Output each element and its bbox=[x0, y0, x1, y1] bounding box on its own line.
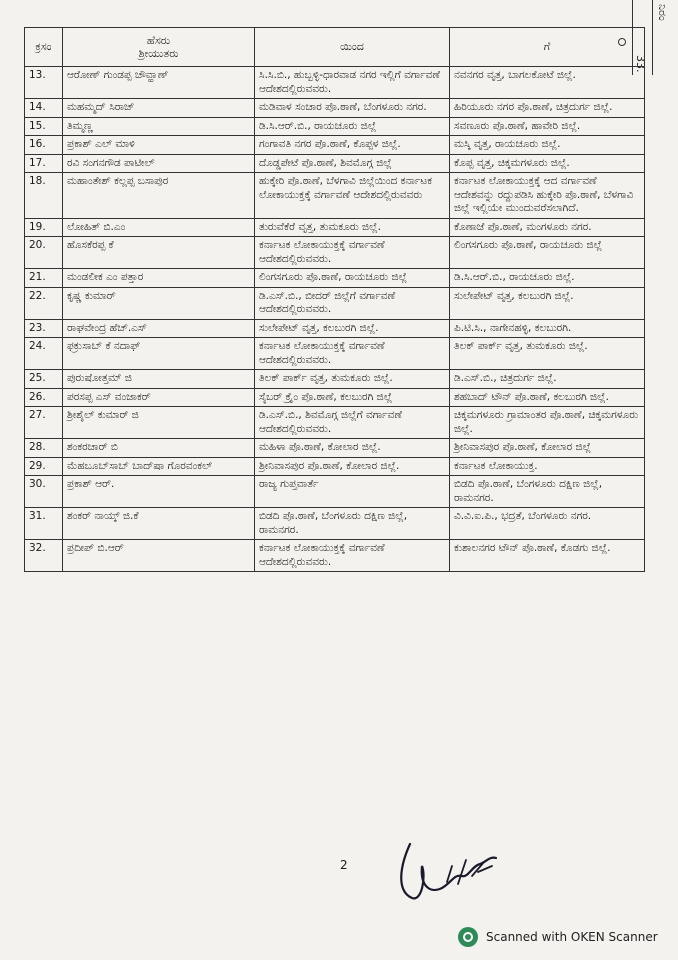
row-to: ಡಿ.ಎಸ್.ಬಿ., ಚಿತ್ರದುರ್ಗ ಜಿಲ್ಲೆ. bbox=[450, 370, 645, 389]
row-to: ಚಿಕ್ಕಮಗಳೂರು ಗ್ರಾಮಾಂತರ ಪೊ.ಠಾಣೆ, ಚಿಕ್ಕಮಗಳೂರು ಜಿಲ್ಲೆ. bbox=[450, 407, 645, 439]
row-to: ಕುಶಾಲನಗರ ಟೌನ್ ಪೊ.ಠಾಣೆ, ಕೊಡಗು ಜಿಲ್ಲೆ. bbox=[450, 540, 645, 572]
table-row bbox=[25, 338, 645, 370]
row-name: ಪುರುಷೋತ್ತಮ್ ಜಿ bbox=[63, 370, 255, 389]
row-sno: 18. bbox=[25, 173, 63, 219]
row-from: ಶ್ರೀನಿವಾಸಪುರ ಪೊ.ಠಾಣೆ, ಕೋಲಾರ ಜಿಲ್ಲೆ. bbox=[255, 457, 450, 476]
table-row bbox=[25, 319, 645, 338]
row-from: ಹುಕ್ಕೇರಿ ಪೊ.ಠಾಣೆ, ಬೆಳಗಾವಿ ಜಿಲ್ಲೆಯಿಂದ ಕರ್ನಾಟಕ ಲೋಕಾಯುಕ್ತಕ್ಕೆ ವರ್ಗಾವಣೆ ಆದೇಶದಲ್ಲಿರುವವರು bbox=[255, 173, 450, 219]
header-name bbox=[63, 28, 255, 67]
row-sno: 25. bbox=[25, 370, 63, 389]
row-sno: 26. bbox=[25, 388, 63, 407]
row-sno: 32. bbox=[25, 540, 63, 572]
table-row bbox=[25, 476, 645, 508]
table-row bbox=[25, 287, 645, 319]
row-from: ತುರುವೆಕೆರೆ ವೃತ್ತ, ತುಮಕೂರು ಜಿಲ್ಲೆ. bbox=[255, 218, 450, 237]
table-row bbox=[25, 237, 645, 269]
row-sno: 24. bbox=[25, 338, 63, 370]
row-to: ಡಿ.ಸಿ.ಆರ್.ಬಿ., ರಾಯಚೂರು ಜಿಲ್ಲೆ. bbox=[450, 269, 645, 288]
side-tab-number: 33. bbox=[634, 55, 647, 73]
row-from: ಡಿ.ಎಸ್.ಬಿ., ಶಿವಮೊಗ್ಗ ಜಿಲ್ಲೆಗೆ ವರ್ಗಾವಣೆ ಆದೇಶದಲ್ಲಿರುವವರು. bbox=[255, 407, 450, 439]
row-to: ಪಿ.ಟಿ.ಸಿ., ನಾಗೇನಹಳ್ಳಿ, ಕಲಬುರಗಿ. bbox=[450, 319, 645, 338]
row-from: ದೊಡ್ಡಪೇಟೆ ಪೊ.ಠಾಣೆ, ಶಿವಮೊಗ್ಗ ಜಿಲ್ಲೆ bbox=[255, 154, 450, 173]
row-name: ಲೋಹಿತ್ ಬಿ.ಎಂ bbox=[63, 218, 255, 237]
row-sno: 14. bbox=[25, 99, 63, 118]
row-name: ಮೆಹಬೂಬ್‌ಸಾಬ್ ಬಾದ್‌ಷಾ ಗೊರವಂಕಲ್ bbox=[63, 457, 255, 476]
row-from: ಬಿಡದಿ ಪೊ.ಠಾಣೆ, ಬೆಂಗಳೂರು ದಕ್ಷಿಣ ಜಿಲ್ಲೆ, ರಾಮನಗರ. bbox=[255, 508, 450, 540]
row-from: ಸಿ.ಸಿ.ಬಿ., ಹುಬ್ಬಳ್ಳಿ-ಧಾರವಾಡ ನಗರ ಇಲ್ಲಿಗೆ ವರ್ಗಾವಣೆ ಆದೇಶದಲ್ಲಿರುವವರು. bbox=[255, 67, 450, 99]
row-name: ಮಂಡಲೀಕ ಎಂ ಪತ್ತಾರ bbox=[63, 269, 255, 288]
row-to: ಹಿರಿಯೂರು ನಗರ ಪೊ.ಠಾಣೆ, ಚಿತ್ರದುರ್ಗ ಜಿಲ್ಲೆ. bbox=[450, 99, 645, 118]
table-row bbox=[25, 136, 645, 155]
header-name-line1: ಹೆಸರು bbox=[146, 33, 171, 47]
scanner-text: Scanned with OKEN Scanner bbox=[486, 930, 658, 944]
row-name: ಶಂಕರ್ ನಾಯ್ಕ್ ಜಿ.ಕೆ bbox=[63, 508, 255, 540]
header-name-line2: ಶ್ರೀಯುತರು bbox=[138, 47, 179, 60]
row-to: ಕರ್ನಾಟಕ ಲೋಕಾಯುಕ್ತಕ್ಕೆ ಆದ ವರ್ಗಾವಣೆ ಆದೇಶವನ್ನು ರದ್ದುಪಡಿಸಿ ಹುಕ್ಕೇರಿ ಪೊ.ಠಾಣೆ, ಬೆಳಗಾವಿ ಜಿಲ್ಲೆ ಇಲ್ಲಿಯೇ ಮುಂದುವರೆಸಲಾಗಿದೆ. bbox=[450, 173, 645, 219]
row-from: ಮಹಿಳಾ ಪೊ.ಠಾಣೆ, ಕೋಲಾರ ಜಿಲ್ಲೆ. bbox=[255, 439, 450, 458]
row-name: ರವಿ ಸಂಗನಗೌಡ ಪಾಟೀಲ್ bbox=[63, 154, 255, 173]
row-from: ಮಡಿವಾಳ ಸಂಚಾರ ಪೊ.ಠಾಣೆ, ಬೆಂಗಳೂರು ನಗರ. bbox=[255, 99, 450, 118]
row-name: ಪ್ರಕಾಶ್ ಆರ್. bbox=[63, 476, 255, 508]
row-name: ರಾಘವೇಂದ್ರ ಹೆಚ್.ಎಸ್ bbox=[63, 319, 255, 338]
table-header-row bbox=[25, 28, 645, 67]
table-row bbox=[25, 508, 645, 540]
row-from: ತಿಲಕ್ ಪಾರ್ಕ್ ವೃತ್ತ, ತುಮಕೂರು ಜಿಲ್ಲೆ. bbox=[255, 370, 450, 389]
row-name: ಪ್ರದೀಪ್ ಬಿ.ಆರ್ bbox=[63, 540, 255, 572]
row-name: ಫಕ್ರುಸಾಬ್ ಕೆ ನದಾಫ್ bbox=[63, 338, 255, 370]
table-row bbox=[25, 269, 645, 288]
table-row bbox=[25, 99, 645, 118]
row-to: ಕೊಣಾಜೆ ಪೊ.ಠಾಣೆ, ಮಂಗಳೂರು ನಗರ. bbox=[450, 218, 645, 237]
row-sno: 16. bbox=[25, 136, 63, 155]
header-sno: ಕ್ರಸಂ bbox=[25, 28, 63, 67]
table-row bbox=[25, 154, 645, 173]
row-sno: 23. bbox=[25, 319, 63, 338]
table-row bbox=[25, 67, 645, 99]
row-to: ನವನಗರ ವೃತ್ತ, ಬಾಗಲಕೋಟೆ ಜಿಲ್ಲೆ. bbox=[450, 67, 645, 99]
row-name: ಪರಸಪ್ಪ ಎಸ್ ವಂಜಾಕರ್ bbox=[63, 388, 255, 407]
row-name: ಪ್ರಕಾಶ್ ಎಲ್ ಮಾಳಿ bbox=[63, 136, 255, 155]
row-sno: 29. bbox=[25, 457, 63, 476]
row-to: ಶ್ರೀನಿವಾಸಪುರ ಪೊ.ಠಾಣೆ, ಕೋಲಾರ ಜಿಲ್ಲೆ bbox=[450, 439, 645, 458]
header-to: ಗೆ bbox=[450, 28, 645, 67]
row-sno: 22. bbox=[25, 287, 63, 319]
row-sno: 15. bbox=[25, 117, 63, 136]
table-row bbox=[25, 407, 645, 439]
row-to: ಲಿಂಗಸಗೂರು ಪೊ.ಠಾಣೆ, ರಾಯಚೂರು ಜಿಲ್ಲೆ bbox=[450, 237, 645, 269]
row-name: ಶಂಕರಚಾರ್ ಬಿ bbox=[63, 439, 255, 458]
row-to: ಬಿಡದಿ ಪೊ.ಠಾಣೆ, ಬೆಂಗಳೂರು ದಕ್ಷಿಣ ಜಿಲ್ಲೆ, ರಾಮನಗರ. bbox=[450, 476, 645, 508]
row-to: ಸುಲೇಪೇಟ್ ವೃತ್ತ, ಕಲಬುರಗಿ ಜಿಲ್ಲೆ. bbox=[450, 287, 645, 319]
row-to: ತಿಲಕ್ ಪಾರ್ಕ್ ವೃತ್ತ, ತುಮಕೂರು ಜಿಲ್ಲೆ. bbox=[450, 338, 645, 370]
table-row bbox=[25, 388, 645, 407]
row-name: ಆರೋಣ್ ಗುಂಡಪ್ಪ ಚೌವ್ಹಾಣ್ bbox=[63, 67, 255, 99]
transfer-table bbox=[24, 27, 645, 572]
side-tab-text: ನಿರಂ bbox=[656, 4, 669, 21]
table-row bbox=[25, 540, 645, 572]
oken-logo-icon bbox=[458, 927, 478, 947]
row-to: ಶಹಬಾದ್ ಟೌನ್ ಪೊ.ಠಾಣೆ, ಕಲಬುರಗಿ ಜಿಲ್ಲೆ. bbox=[450, 388, 645, 407]
row-to: ಸವಣೂರು ಪೊ.ಠಾಣೆ, ಹಾವೇರಿ ಜಿಲ್ಲೆ. bbox=[450, 117, 645, 136]
table-row bbox=[25, 117, 645, 136]
row-sno: 20. bbox=[25, 237, 63, 269]
row-from: ಕರ್ನಾಟಕ ಲೋಕಾಯುಕ್ತಕ್ಕೆ ವರ್ಗಾವಣೆ ಆದೇಶದಲ್ಲಿರುವವರು. bbox=[255, 540, 450, 572]
row-sno: 31. bbox=[25, 508, 63, 540]
table-row bbox=[25, 439, 645, 458]
row-sno: 21. bbox=[25, 269, 63, 288]
row-name: ಕೃಷ್ಣ ಕುಮಾರ್ bbox=[63, 287, 255, 319]
table-row bbox=[25, 370, 645, 389]
row-sno: 27. bbox=[25, 407, 63, 439]
row-to: ವಿ.ವಿ.ಐ.ಪಿ., ಭದ್ರತೆ, ಬೆಂಗಳೂರು ನಗರ. bbox=[450, 508, 645, 540]
row-from: ಸೈಬರ್ ಕ್ರೈಂ ಪೊ.ಠಾಣೆ, ಕಲಬುರಗಿ ಜಿಲ್ಲೆ bbox=[255, 388, 450, 407]
row-name: ಮಹಾಂತೇಶ್ ಕಲ್ಲಪ್ಪ ಬಸಾಪುರ bbox=[63, 173, 255, 219]
table-row bbox=[25, 218, 645, 237]
row-from: ಡಿ.ಎಸ್.ಬಿ., ಬೀದರ್ ಜಿಲ್ಲೆಗೆ ವರ್ಗಾವಣೆ ಆದೇಶದಲ್ಲಿರುವವರು. bbox=[255, 287, 450, 319]
row-from: ಲಿಂಗಸಗೂರು ಪೊ.ಠಾಣೆ, ರಾಯಚೂರು ಜಿಲ್ಲೆ bbox=[255, 269, 450, 288]
row-to: ಮಸ್ಕಿ ವೃತ್ತ, ರಾಯಚೂರು ಜಿಲ್ಲೆ. bbox=[450, 136, 645, 155]
row-from: ಸುಲೇಪೇಟ್ ವೃತ್ತ, ಕಲಬುರಗಿ ಜಿಲ್ಲೆ. bbox=[255, 319, 450, 338]
row-to: ಕೊಪ್ಪ ವೃತ್ತ, ಚಿಕ್ಕಮಗಳೂರು ಜಿಲ್ಲೆ. bbox=[450, 154, 645, 173]
row-from: ಕರ್ನಾಟಕ ಲೋಕಾಯುಕ್ತಕ್ಕೆ ವರ್ಗಾವಣೆ ಆದೇಶದಲ್ಲಿರುವವರು. bbox=[255, 338, 450, 370]
row-from: ಗಂಗಾವತಿ ನಗರ ಪೊ.ಠಾಣೆ, ಕೊಪ್ಪಳ ಜಿಲ್ಲೆ. bbox=[255, 136, 450, 155]
page-number: 2 bbox=[340, 858, 348, 872]
table-row bbox=[25, 457, 645, 476]
row-sno: 30. bbox=[25, 476, 63, 508]
row-name: ಹೊಸಕೆರಪ್ಪ ಕೆ bbox=[63, 237, 255, 269]
scanner-watermark bbox=[458, 925, 658, 949]
row-from: ಡಿ.ಸಿ.ಆರ್.ಬಿ., ರಾಯಚೂರು ಜಿಲ್ಲೆ bbox=[255, 117, 450, 136]
table-body bbox=[25, 67, 645, 572]
row-sno: 13. bbox=[25, 67, 63, 99]
signature-image bbox=[392, 836, 512, 906]
row-from: ರಾಜ್ಯ ಗುಪ್ತವಾರ್ತೆ bbox=[255, 476, 450, 508]
row-sno: 19. bbox=[25, 218, 63, 237]
header-from: ಯಿಂದ bbox=[255, 28, 450, 67]
row-to: ಕರ್ನಾಟಕ ಲೋಕಾಯುಕ್ತ. bbox=[450, 457, 645, 476]
row-from: ಕರ್ನಾಟಕ ಲೋಕಾಯುಕ್ತಕ್ಕೆ ವರ್ಗಾವಣೆ ಆದೇಶದಲ್ಲಿರುವವರು. bbox=[255, 237, 450, 269]
row-name: ಮಹಮ್ಮದ್ ಸಿರಾಜ್ bbox=[63, 99, 255, 118]
row-sno: 28. bbox=[25, 439, 63, 458]
row-sno: 17. bbox=[25, 154, 63, 173]
row-name: ತಿಮ್ಮಣ್ಣ bbox=[63, 117, 255, 136]
row-name: ಶ್ರೀಶೈಲ್ ಕುಮಾರ್ ಜಿ bbox=[63, 407, 255, 439]
table-row bbox=[25, 173, 645, 219]
